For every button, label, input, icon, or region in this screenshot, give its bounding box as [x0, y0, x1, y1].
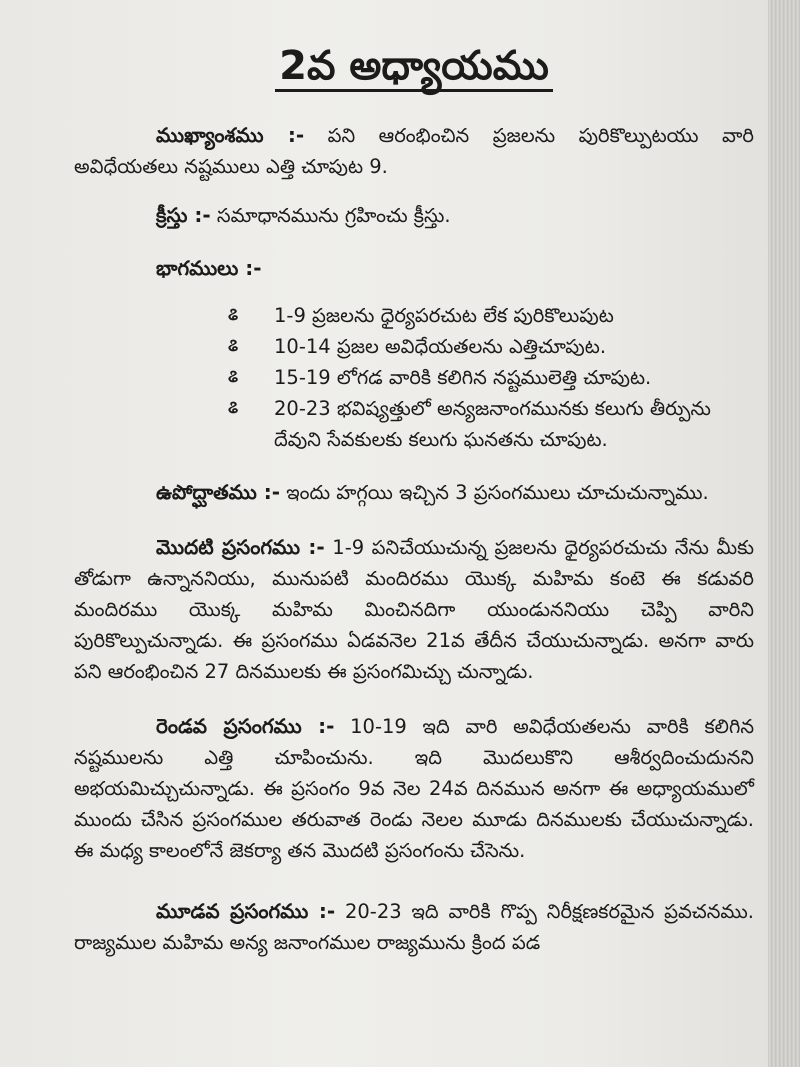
page-content — [74, 0, 754, 958]
chapter-title-text: 2వ అధ్యాయము — [275, 43, 553, 92]
third-sermon-paragraph — [74, 896, 754, 958]
christ-paragraph — [74, 200, 754, 231]
parts-label: భాగములు :- — [156, 256, 262, 280]
list-item-text: 15-19 లోగడ వారికి కలిగిన నష్టములెత్తి చూపుట. — [274, 366, 652, 389]
first-sermon-paragraph — [74, 532, 754, 687]
bullet-icon: ଌ — [228, 305, 239, 325]
list-item-text: 10-14 ప్రజల అవిధేయతలను ఎత్తిచూపుట. — [274, 335, 607, 358]
chapter-title — [74, 0, 754, 100]
second-sermon-text: 10-19 ఇది వారి అవిధేయతలను వారికి కలిగిన నష్టములను ఎత్తి చూపించును. ఇది మొదలుకొని ఆశీర్వదించుదునని అభయమిచ్చుచున్నాడు. ఈ ప్రసంగం 9వ నెల 24వ దినమున అనగా ఈ అధ్యాయములో ముందు చేసిన ప్రసంగముల తరువాత రెండు నెలల మూడు దినములకు చేయుచున్నాడు. ఈ మధ్య కాలంలోనే జెకర్యా తన మొదటి ప్రసంగంను చేసెను. — [74, 715, 755, 862]
bullet-icon: ଌ — [228, 367, 239, 387]
introduction-label: ఉపోద్ఘాతము :- — [156, 480, 281, 504]
page-edge — [768, 0, 800, 1067]
list-item-text: 1-9 ప్రజలను ధైర్యపరచుట లేక పురికొలుపుట — [274, 304, 614, 327]
parts-heading — [74, 253, 754, 284]
list-item-text: 20-23 భవిష్యత్తులో అన్యజనాంగమునకు కలుగు తీర్పును దేవుని సేవకులకు కలుగు ఘనతను చూపుట. — [274, 397, 711, 451]
list-item — [228, 331, 754, 362]
list-item — [228, 362, 754, 393]
parts-list — [74, 300, 754, 455]
first-sermon-text: 1-9 పనిచేయుచున్న ప్రజలను ధైర్యపరచుచు నేను మీకు తోడుగా ఉన్నాననియు, మునుపటి మందిరము యొక్క మహిమ కంటె ఈ కడువరి మందిరము యొక్క మహిమ మించినదిగా యుండుననియు చెప్పి వారిని పురికొల్పుచున్నాడు. ఈ ప్రసంగము ఏడవనెల 21వ తేదీన చేయుచున్నాడు. అనగా వారు పని ఆరంభించిన 27 దినములకు ఈ ప్రసంగమిచ్చు చున్నాడు. — [74, 536, 755, 683]
summary-paragraph — [74, 120, 754, 182]
bullet-icon: ଌ — [228, 398, 239, 418]
second-sermon-label: రెండవ ప్రసంగము :- — [156, 714, 335, 738]
introduction-paragraph — [74, 477, 754, 508]
summary-text: పని ఆరంభించిన ప్రజలను పురికొల్పుటయు వారి అవిధేయతలు నష్టములు ఎత్తి చూపుట 9. — [74, 124, 754, 178]
second-sermon-paragraph — [74, 711, 754, 866]
bullet-icon: ଌ — [228, 336, 239, 356]
summary-label: ముఖ్యాంశము :- — [156, 123, 305, 147]
list-item — [228, 300, 754, 331]
third-sermon-text: 20-23 ఇది వారికి గొప్ప నిరీక్షణకరమైన ప్రవచనము. రాజ్యముల మహిమ అన్య జనాంగముల రాజ్యమును క్రింద పడ — [74, 900, 754, 954]
list-item — [228, 393, 754, 455]
first-sermon-label: మొదటి ప్రసంగము :- — [156, 535, 325, 559]
christ-text: సమాధానమును గ్రహించు క్రీస్తు. — [216, 204, 451, 227]
third-sermon-label: మూడవ ప్రసంగము :- — [156, 899, 336, 923]
introduction-text: ఇందు హగ్గయి ఇచ్చిన 3 ప్రసంగములు చూచుచున్నాము. — [286, 481, 709, 504]
christ-label: క్రీస్తు :- — [156, 203, 211, 227]
